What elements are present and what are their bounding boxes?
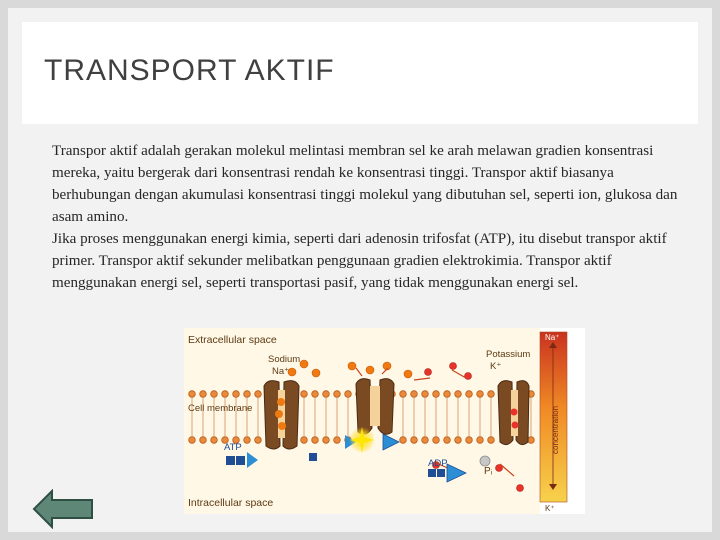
potassium-symbol-label: K⁺ — [490, 361, 502, 372]
back-arrow-shape — [34, 491, 92, 527]
pump-protein-3 — [498, 381, 529, 445]
adp-label: ADP — [428, 458, 448, 469]
body-paragraph-1: Transpor aktif adalah gerakan molekul melintasi membran sel ke arah melawan gradien konsentrasi mereka, yaitu bergerak dari konsentrasi rendah ke konsentrasi tinggi. Transpor aktif biasanya berhubungan dengan akumulasi konsentrasi tinggi molekul yang dibutuhan sel, seperti ion, glukosa dan asam amino. — [52, 143, 678, 225]
atp-label: ATP — [224, 442, 242, 453]
phosphate-label: Pᵢ — [484, 466, 493, 477]
back-button[interactable] — [32, 489, 94, 529]
slide-body — [52, 140, 688, 294]
sodium-potassium-pump-illustration — [184, 328, 585, 514]
pump-protein-2 — [356, 379, 394, 435]
extracellular-space-label: Extracellular space — [188, 334, 277, 346]
potassium-label: Potassium — [486, 349, 531, 360]
sodium-symbol-label: Na⁺ — [272, 366, 290, 377]
intracellular-space-label: Intracellular space — [188, 497, 274, 509]
cell-membrane-label: Cell membrane — [188, 403, 253, 414]
concentration-label: concentration — [551, 405, 560, 454]
phosphate-ion — [480, 456, 490, 466]
slide-title: TRANSPORT AKTIF — [44, 54, 335, 87]
gradient-bottom-label: K⁺ — [545, 504, 555, 513]
active-transport-diagram — [184, 328, 585, 514]
gradient-top-label: Na⁺ — [545, 333, 560, 342]
title-box — [22, 22, 698, 124]
sodium-label: Sodium — [268, 354, 301, 365]
left-arrow-icon — [32, 489, 94, 529]
body-paragraph-2: Jika proses menggunakan energi kimia, seperti dari adenosin trifosfat (ATP), itu disebut transpor aktif primer. Transpor aktif sekunder melibatkan penggunaan gradien elektrokimia. Transpor aktif menggunakan energi sel, seperti transportasi pasif, yang tidak menggunakan energi sel. — [52, 231, 667, 291]
